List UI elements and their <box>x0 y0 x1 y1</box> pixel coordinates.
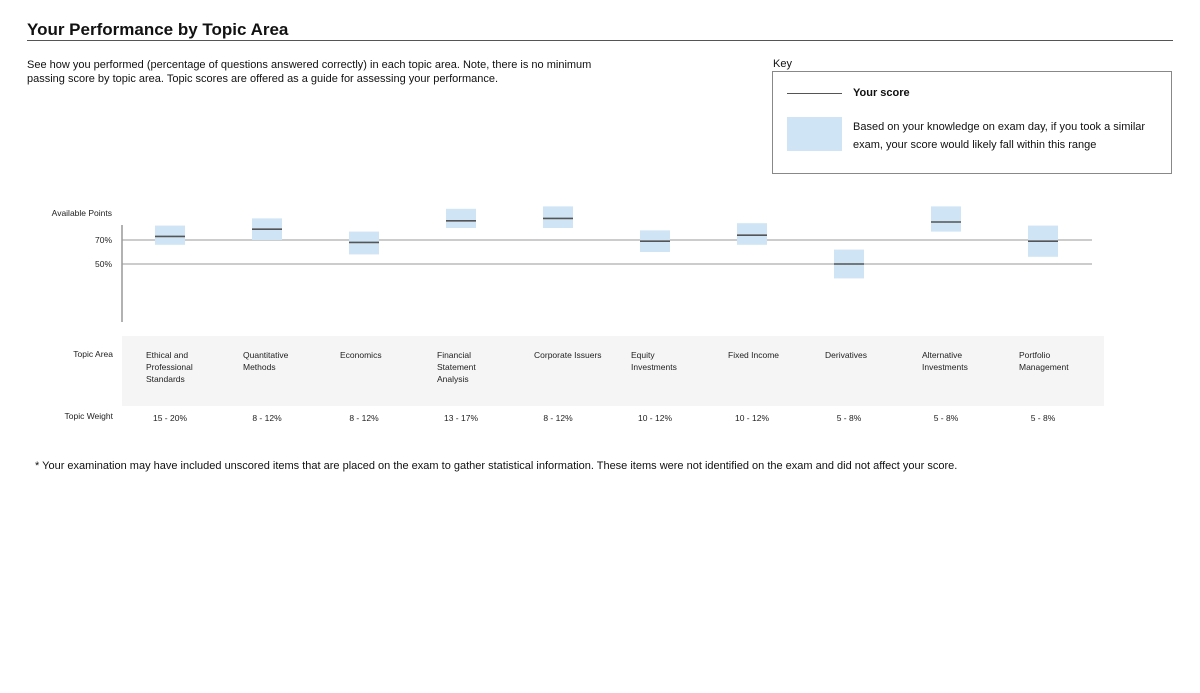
topic-weight-label: 8 - 12% <box>543 413 573 423</box>
topic-weight-label: 8 - 12% <box>252 413 282 423</box>
topic-weight-label: 5 - 8% <box>1030 413 1056 423</box>
range-box <box>543 206 573 228</box>
marks-layer <box>155 206 1058 278</box>
range-box <box>446 209 476 228</box>
category-label: Corporate Issuers <box>534 350 602 360</box>
category-label: Economics <box>340 350 382 360</box>
page-title: Your Performance by Topic Area <box>27 20 289 39</box>
category-label: Ethical and Professional Standards <box>146 350 193 384</box>
topic-weight-row-label: Topic Weight <box>64 411 113 421</box>
category-label: Equity Investments <box>631 350 677 372</box>
topic-weight-label: 10 - 12% <box>734 413 770 423</box>
category-label: Portfolio Management <box>1019 350 1069 372</box>
range-box <box>737 223 767 245</box>
topic-area-row-label: Topic Area <box>73 349 113 359</box>
category-label: Alternative Investments <box>922 350 968 372</box>
y-axis-label: Available Points <box>51 208 112 218</box>
category-label: Quantitative Methods <box>243 350 289 372</box>
topic-weight-label: 15 - 20% <box>152 413 188 423</box>
y-axis-label: 70% <box>94 235 112 245</box>
legend-score-label: Your score <box>853 87 910 99</box>
category-label: Financial Statement Analysis <box>437 350 476 384</box>
footnote: * Your examination may have included unscored items that are placed on the exam to gather statistical information. These items were not identified on the exam and did not affect your score. <box>35 460 958 472</box>
category-label: Fixed Income <box>728 350 780 360</box>
category-label: Derivatives <box>825 350 868 360</box>
topic-weight-label: 8 - 12% <box>349 413 379 423</box>
y-axis-label: 50% <box>94 259 112 269</box>
legend-range-label: Based on your knowledge on exam day, if you took a similar exam, your score would likely fall within this range <box>853 121 1146 151</box>
key-label: Key <box>773 58 792 70</box>
topic-weight-label: 5 - 8% <box>933 413 959 423</box>
topic-weight-label: 5 - 8% <box>836 413 862 423</box>
range-box <box>155 226 185 245</box>
page-description: See how you performed (percentage of questions answered correctly) in each topic area. Note, there is no minimum passing score by topic area. Topic scores are offered as a guide for assessing your performance. <box>27 59 592 85</box>
topic-weight-label: 13 - 17% <box>443 413 479 423</box>
topic-weight-label: 10 - 12% <box>637 413 673 423</box>
range-box <box>931 206 961 231</box>
